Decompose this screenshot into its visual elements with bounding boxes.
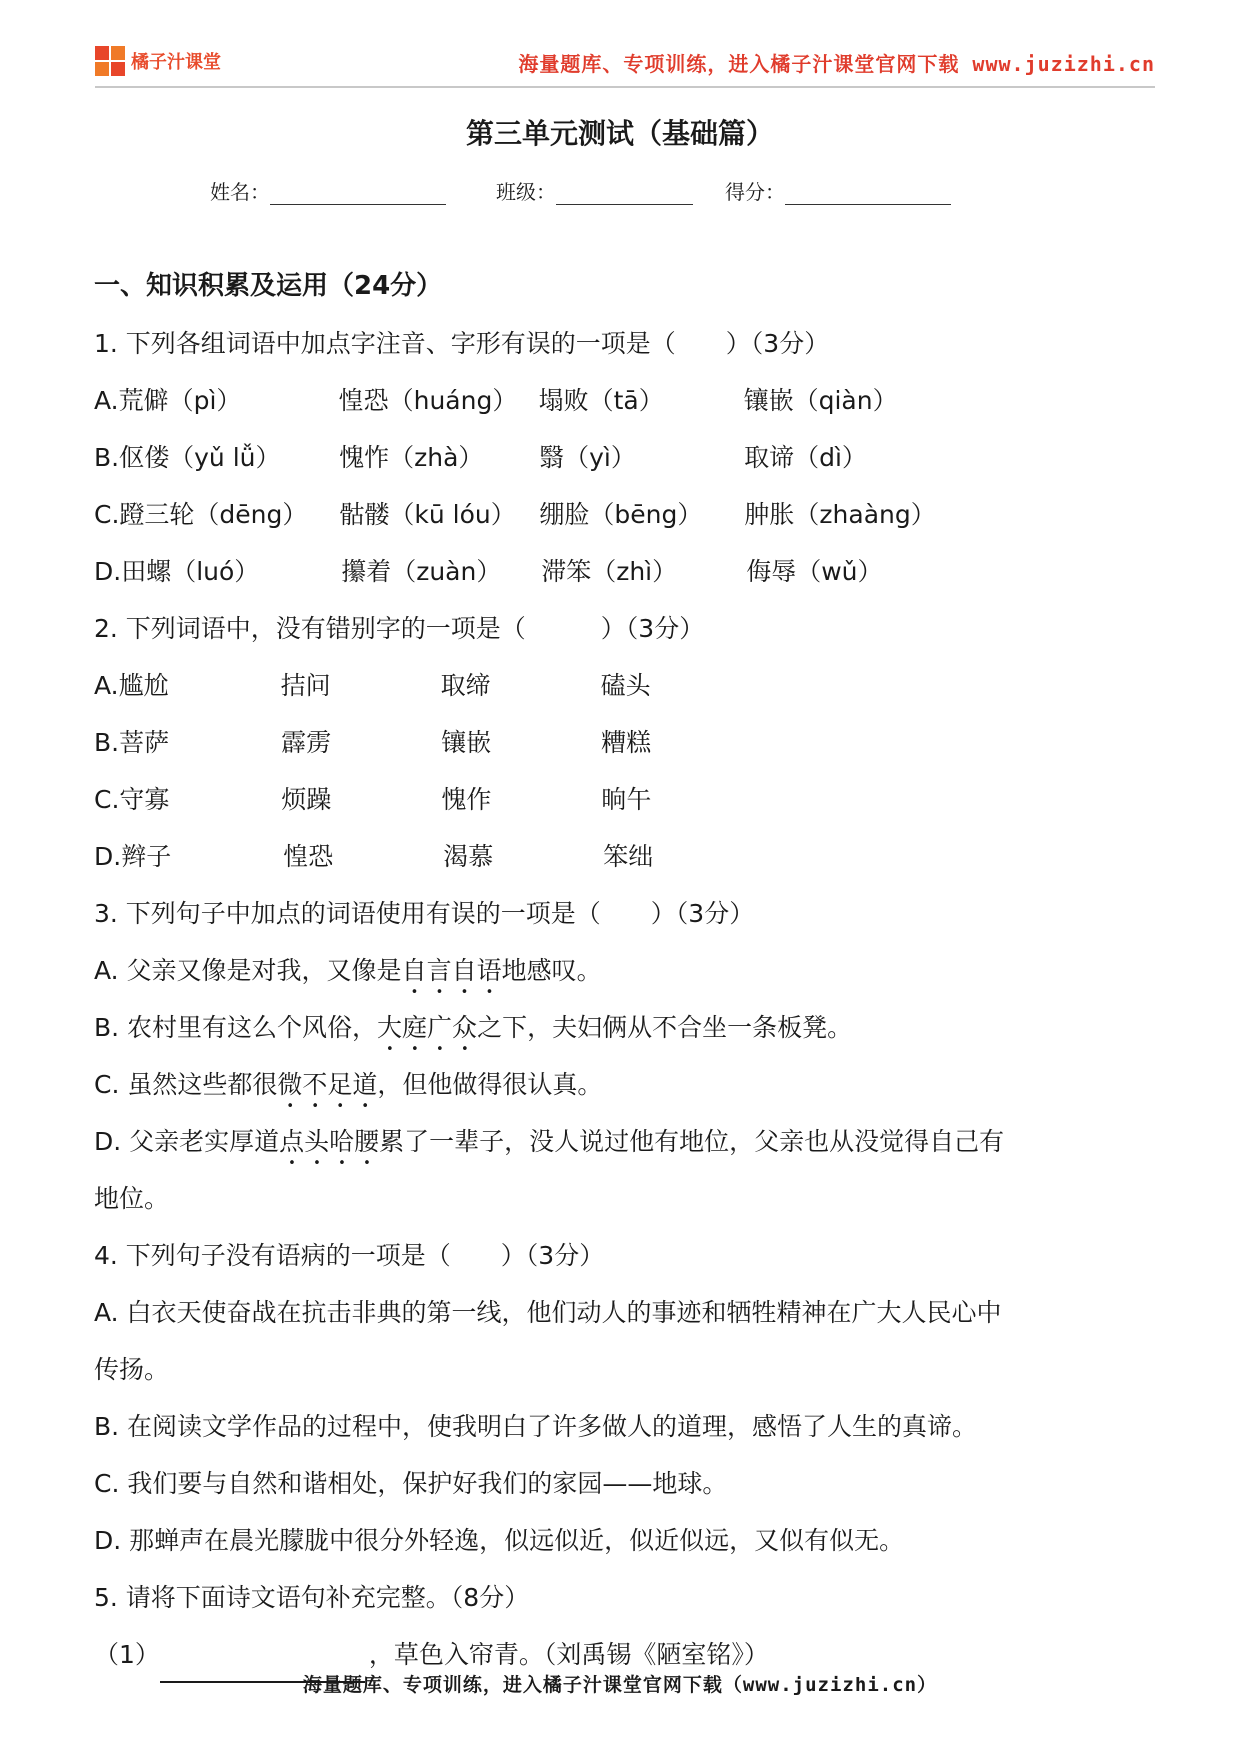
option-text: D. 父亲老实厚道 [94,1127,280,1156]
option-letter: D. [94,557,122,586]
dotted-phrase: 微不足道 [277,1070,378,1099]
logo-icon [95,46,125,76]
header-slogan: 海量题库、专项训练，进入橘子汁课堂官网下载 www.juzizhi.cn [518,52,1155,76]
option-item: 拮问 [280,671,331,700]
option-item: 愧作 [441,785,492,814]
option-line-continued: 传扬。 [94,1355,170,1384]
option-text: 之下，夫妇俩从不合坐一条板凳。 [477,1013,853,1042]
option-item: 霹雳 [281,728,332,757]
option-row [94,372,1150,429]
option-item: 攥着（zuàn） [341,557,502,586]
option-item: 笨绌 [603,842,654,871]
option-row [94,828,1150,885]
option-letter: B. [94,443,120,472]
option-text: 地感叹。 [501,956,602,985]
page-footer: 海量题库、专项训练，进入橘子汁课堂官网下载（www.juzizhi.cn） [302,1674,938,1696]
option-row [94,543,1150,600]
question-stem: 4. 下列句子没有语病的一项是（ ）（3分） [94,1241,605,1270]
option-row [94,486,1150,543]
option-line [94,1056,1150,1113]
option-row [94,429,1150,486]
option-letter: C. [94,785,120,814]
option-line: A. 白衣天使奋战在抗击非典的第一线，他们动人的事迹和牺牲精神在广大人民心中 [94,1298,1002,1327]
logo [95,46,221,76]
option-item: 荒僻（pì） [118,386,242,415]
option-text: 累了一辈子，没人说过他有地位，父亲也从没觉得自己有 [379,1127,1005,1156]
option-line [94,999,1150,1056]
question-stem: 1. 下列各组词语中加点字注音、字形有误的一项是（ ）（3分） [94,329,830,358]
option-item: 惶恐 [283,842,334,871]
exam-content [94,258,1150,1683]
option-text: B. 农村里有这么个风俗， [94,1013,378,1042]
option-item: 取缔 [440,671,491,700]
class-field [496,176,693,205]
name-label: 姓名： [210,180,270,204]
option-item: 辫子 [121,842,172,871]
option-item: 尴尬 [118,671,169,700]
question-stem: 3. 下列句子中加点的词语使用有误的一项是（ ）（3分） [94,899,755,928]
option-letter: D. [94,842,122,871]
score-blank[interactable] [785,182,951,205]
class-label: 班级： [496,180,556,204]
name-field [210,176,446,205]
option-item: 取谛（dì） [744,443,867,472]
score-field [725,176,951,205]
option-item: 塌败（tā） [538,386,664,415]
option-item: 伛偻（yǔ lǚ） [119,443,281,472]
option-item: 田螺（luó） [121,557,260,586]
name-blank[interactable] [270,182,446,205]
class-blank[interactable] [556,182,693,205]
option-item: 磕头 [600,671,651,700]
option-letter: C. [94,500,120,529]
dotted-phrase: 点头哈腰 [279,1127,380,1156]
option-row [94,714,1150,771]
option-item: 镶嵌 [441,728,492,757]
option-item: 渴慕 [443,842,494,871]
student-info-row [210,176,951,205]
option-text: A. 父亲又像是对我，又像是 [94,956,402,985]
option-item: 镶嵌（qiàn） [743,386,898,415]
dotted-phrase: 自言自语 [401,956,502,985]
option-line-continued: 地位。 [94,1184,170,1213]
option-text: C. 虽然这些都很 [94,1070,278,1099]
option-text: ，但他做得很认真。 [377,1070,603,1099]
option-letter: A. [94,671,119,700]
option-item: 滞笨（zhì） [541,557,678,586]
option-item: 惶恐（huáng） [338,386,518,415]
option-item: 烦躁 [281,785,332,814]
option-line [94,1113,1150,1170]
option-item: 菩萨 [119,728,170,757]
page-header [95,38,1155,88]
question-stem: 5. 请将下面诗文语句补充完整。（8分） [94,1583,530,1612]
option-letter: B. [94,728,120,757]
option-row [94,657,1150,714]
option-item: 绷脸（bēng） [539,500,703,529]
option-item: 守寡 [119,785,170,814]
logo-text: 橘子汁课堂 [131,52,221,73]
option-line: C. 我们要与自然和谐相处，保护好我们的家园——地球。 [94,1469,728,1498]
score-label: 得分： [725,180,785,204]
option-line [94,942,1150,999]
page-title: 第三单元测试（基础篇） [465,117,774,150]
option-line: B. 在阅读文学作品的过程中，使我明白了许多做人的道理，感悟了人生的真谛。 [94,1412,978,1441]
option-item: 翳（yì） [539,443,636,472]
option-item: 骷髅（kū lóu） [339,500,516,529]
option-line: D. 那蝉声在晨光朦胧中很分外轻逸，似远似近，似近似远，又似有似无。 [94,1526,905,1555]
option-item: 糟糕 [601,728,652,757]
option-row [94,771,1150,828]
option-item: 蹬三轮（dēng） [119,500,308,529]
section-title: 一、知识积累及运用（24分） [94,271,443,301]
option-item: 愧怍（zhà） [339,443,484,472]
dotted-phrase: 大庭广众 [377,1013,478,1042]
item-number: （1） [94,1640,160,1669]
option-item: 侮辱（wǔ） [746,557,883,586]
option-item: 晌午 [601,785,652,814]
option-item: 肿胀（zhaàng） [744,500,936,529]
option-letter: A. [94,386,119,415]
question-stem: 2. 下列词语中，没有错别字的一项是（ ）（3分） [94,614,705,643]
item-text: ，草色入帘青。（刘禹锡《陋室铭》） [368,1640,769,1669]
